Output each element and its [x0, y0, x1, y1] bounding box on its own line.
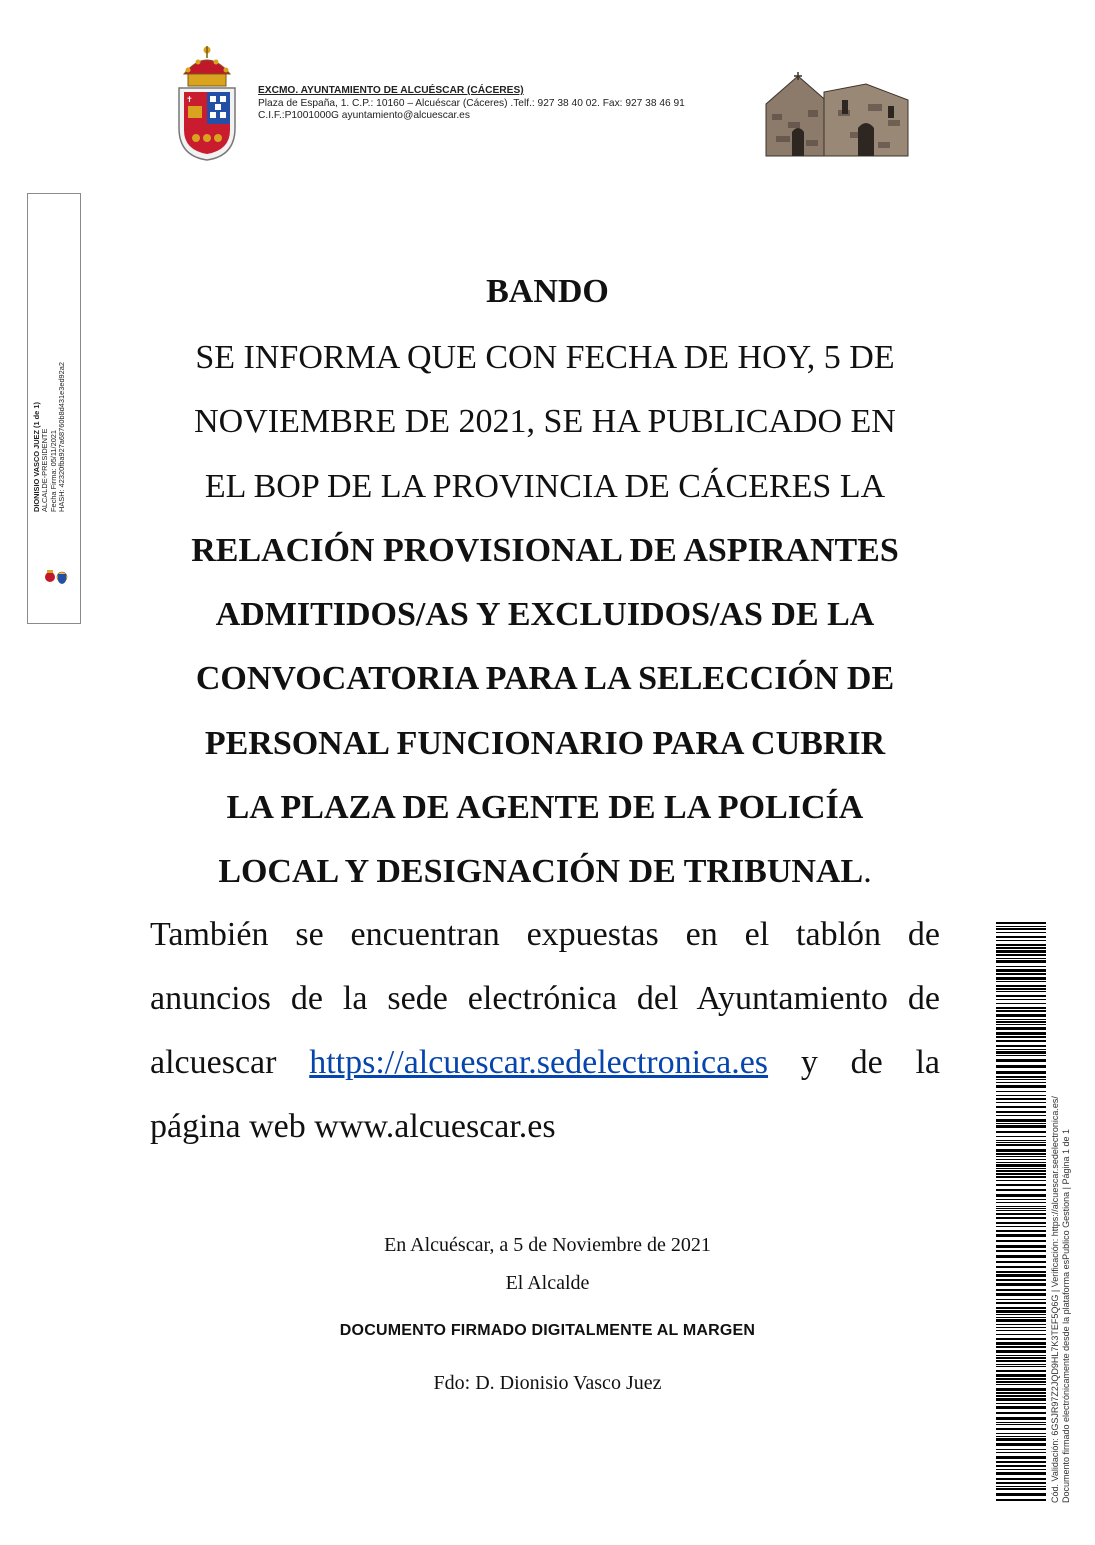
- announcement-text: [150, 326, 940, 905]
- coat-of-arms-icon: [174, 44, 240, 162]
- sede-electronica-link[interactable]: https://alcuescar.sedelectronica.es: [309, 1044, 769, 1081]
- signed-by: Fdo: D. Dionisio Vasco Juez: [433, 1372, 662, 1394]
- svg-text:✝: ✝: [186, 95, 193, 104]
- page-title: BANDO: [486, 273, 609, 310]
- seal-icon: [44, 566, 68, 588]
- church-illustration: [758, 70, 914, 158]
- verification-platform: Documento firmado electrónicamente desde la plataforma esPublico Gestiona | Página 1 de 1: [1060, 1128, 1071, 1503]
- signature-date: Fecha Firma: 05/11/2021: [48, 429, 58, 512]
- date-line: En Alcuéscar, a 5 de Noviembre de 2021: [384, 1234, 711, 1256]
- signature-hash: HASH: 42320fba927a68760b8d431e3ed92a2: [56, 361, 66, 512]
- mayor-title: El Alcalde: [505, 1272, 590, 1294]
- announcement-bold-line: ADMITIDOS/AS Y EXCLUIDOS/AS DE LA: [215, 596, 875, 634]
- exposure-text-end: y de la página web www.alcuescar.es: [150, 1044, 940, 1145]
- exposure-text: También se encuentran expuestas en el tablón de anuncios de la sede electrónica del Ayuntamiento de alcuescar: [150, 916, 940, 1081]
- announcement-bold-line: CONVOCATORIA PARA LA SELECCIÓN DE: [195, 660, 895, 698]
- signer-role: ALCALDE-PRESIDENTE: [40, 428, 50, 512]
- letterhead: [258, 85, 685, 123]
- announcement-line: NOVIEMBRE DE 2021, SE HA PUBLICADO EN: [194, 403, 896, 441]
- organization-address: Plaza de España, 1. C.P.: 10160 – Alcuéscar (Cáceres) .Telf.: 927 38 40 02. Fax: 927 38 46 91: [258, 97, 685, 109]
- digital-signature-note: DOCUMENTO FIRMADO DIGITALMENTE AL MARGEN: [339, 1322, 756, 1339]
- announcement-period: .: [863, 853, 872, 891]
- verification-text: [1050, 1096, 1071, 1503]
- signer-name: DIONISIO VASCO JUEZ (1 de 1): [32, 402, 41, 512]
- organization-name: EXCMO. AYUNTAMIENTO DE ALCUÉSCAR (CÁCERES): [258, 85, 524, 96]
- barcode-icon: [996, 922, 1046, 1504]
- signature-stamp-text: [33, 362, 66, 512]
- announcement-line: EL BOP DE LA PROVINCIA DE CÁCERES LA: [204, 467, 886, 505]
- announcement-bold-line: LA PLAZA DE AGENTE DE LA POLICÍA: [226, 789, 864, 827]
- exposure-paragraph: [150, 903, 940, 1159]
- organization-contact: C.I.F.:P1001000G ayuntamiento@alcuescar.es: [258, 110, 470, 121]
- announcement-last-line: [150, 840, 940, 904]
- announcement-bold-line: RELACIÓN PROVISIONAL DE ASPIRANTES: [191, 531, 899, 569]
- verification-code: Cód. Validación: 6GSJR97Z2JQD9HL7K3TEF5Q6G | Verificación: https://alcuescar.sedelectronica.es/: [1050, 1096, 1060, 1503]
- announcement-line: SE INFORMA QUE CON FECHA DE HOY, 5 DE: [195, 339, 895, 376]
- announcement-bold-line: PERSONAL FUNCIONARIO PARA CUBRIR: [204, 724, 886, 762]
- announcement-bold-line: LOCAL Y DESIGNACIÓN DE TRIBUNAL: [218, 853, 864, 891]
